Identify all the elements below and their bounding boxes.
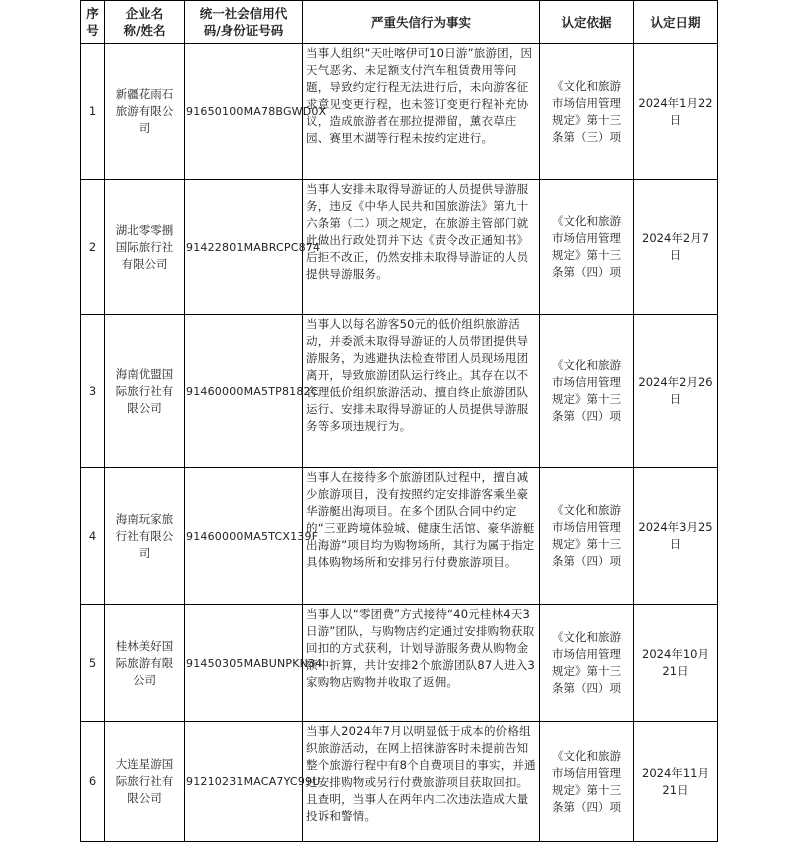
row-facts: 当事人在接待多个旅游团队过程中，擅自减少旅游项目，没有按照约定安排游客乘坐豪华游艇出海项目。在多个团队合同中约定的“三亚跨境体验城、健康生活馆、豪华游艇出海游”项目均为购物场所，其行为属于指定具体购物场所和安排另行付费旅游项目。: [303, 468, 540, 605]
row-credit-code: 91460000MA5TCX139F: [185, 468, 303, 605]
row-credit-code: 91422801MABRCPC874: [185, 180, 303, 315]
table-row: [81, 180, 718, 315]
header-facts: 严重失信行为事实: [303, 1, 540, 44]
row-date: 2024年3月25日: [634, 468, 718, 605]
row-facts: 当事人2024年7月以明显低于成本的价格组织旅游活动，在网上招徕游客时未提前告知整个旅游行程中有8个自费项目的事实，并通过安排购物或另行付费旅游项目获取回扣。且查明，当事人在两年内二次违法造成大量投诉和警情。: [303, 722, 540, 842]
row-seq: 1: [81, 44, 105, 180]
row-basis: 《文化和旅游市场信用管理规定》第十三条第（四）项: [540, 315, 634, 468]
row-credit-code: 91450305MABUNPKN34: [185, 605, 303, 722]
table-row: [81, 722, 718, 842]
row-date: 2024年11月21日: [634, 722, 718, 842]
row-seq: 6: [81, 722, 105, 842]
credit-table-container: [80, 0, 717, 842]
row-basis: 《文化和旅游市场信用管理规定》第十三条第（三）项: [540, 44, 634, 180]
header-code: 统一社会信用代码/身份证号码: [185, 1, 303, 44]
row-basis: 《文化和旅游市场信用管理规定》第十三条第（四）项: [540, 605, 634, 722]
row-date: 2024年1月22日: [634, 44, 718, 180]
credit-blacklist-table: [80, 0, 718, 842]
row-company-name: 桂林美好国际旅游有限公司: [105, 605, 185, 722]
row-seq: 2: [81, 180, 105, 315]
table-row: [81, 468, 718, 605]
row-seq: 5: [81, 605, 105, 722]
row-company-name: 新疆花雨石旅游有限公司: [105, 44, 185, 180]
header-basis: 认定依据: [540, 1, 634, 44]
row-facts: 当事人以每名游客50元的低价组织旅游活动，并委派未取得导游证的人员带团提供导游服务，为逃避执法检查带团人员现场甩团离开，导致旅游团队运行终止。其存在以不合理低价组织旅游活动、擅自终止旅游团队运行、安排未取得导游证的人员提供导游服务等多项违规行为。: [303, 315, 540, 468]
row-date: 2024年10月21日: [634, 605, 718, 722]
row-company-name: 海南玩家旅行社有限公司: [105, 468, 185, 605]
header-name: 企业名称/姓名: [105, 1, 185, 44]
header-row: [81, 1, 718, 44]
row-credit-code: 91460000MA5TP8182C: [185, 315, 303, 468]
row-date: 2024年2月26日: [634, 315, 718, 468]
row-company-name: 湖北零零捌国际旅行社有限公司: [105, 180, 185, 315]
table-row: [81, 605, 718, 722]
row-seq: 4: [81, 468, 105, 605]
table-row: [81, 44, 718, 180]
row-company-name: 大连星游国际旅行社有限公司: [105, 722, 185, 842]
header-seq: 序号: [81, 1, 105, 44]
row-seq: 3: [81, 315, 105, 468]
row-facts: 当事人组织“天吐喀伊可10日游”旅游团，因天气恶劣、未足额支付汽车租赁费用等问题，导致约定行程无法进行后，未向游客征求意见变更行程，也未签订变更行程补充协议，造成旅游者在那拉提滞留，薰衣草庄园、赛里木湖等行程未按约定进行。: [303, 44, 540, 180]
row-facts: 当事人安排未取得导游证的人员提供导游服务，违反《中华人民共和国旅游法》第九十六条第（二）项之规定，在旅游主管部门就此做出行政处罚并下达《责令改正通知书》后拒不改正，仍然安排未取得导游证的人员提供导游服务。: [303, 180, 540, 315]
row-credit-code: 91210231MACA7YC99U: [185, 722, 303, 842]
row-facts: 当事人以“零团费”方式接待“40元桂林4天3日游”团队，与购物店约定通过安排购物获取回扣的方式获利，计划导游服务费从购物金额中折算，共计安排2个旅游团队87人进入3家购物店购物并收取了返佣。: [303, 605, 540, 722]
header-date: 认定日期: [634, 1, 718, 44]
row-date: 2024年2月7日: [634, 180, 718, 315]
row-basis: 《文化和旅游市场信用管理规定》第十三条第（四）项: [540, 468, 634, 605]
row-basis: 《文化和旅游市场信用管理规定》第十三条第（四）项: [540, 722, 634, 842]
table-row: [81, 315, 718, 468]
row-basis: 《文化和旅游市场信用管理规定》第十三条第（四）项: [540, 180, 634, 315]
row-credit-code: 91650100MA78BGWD0X: [185, 44, 303, 180]
row-company-name: 海南优盟国际旅行社有限公司: [105, 315, 185, 468]
